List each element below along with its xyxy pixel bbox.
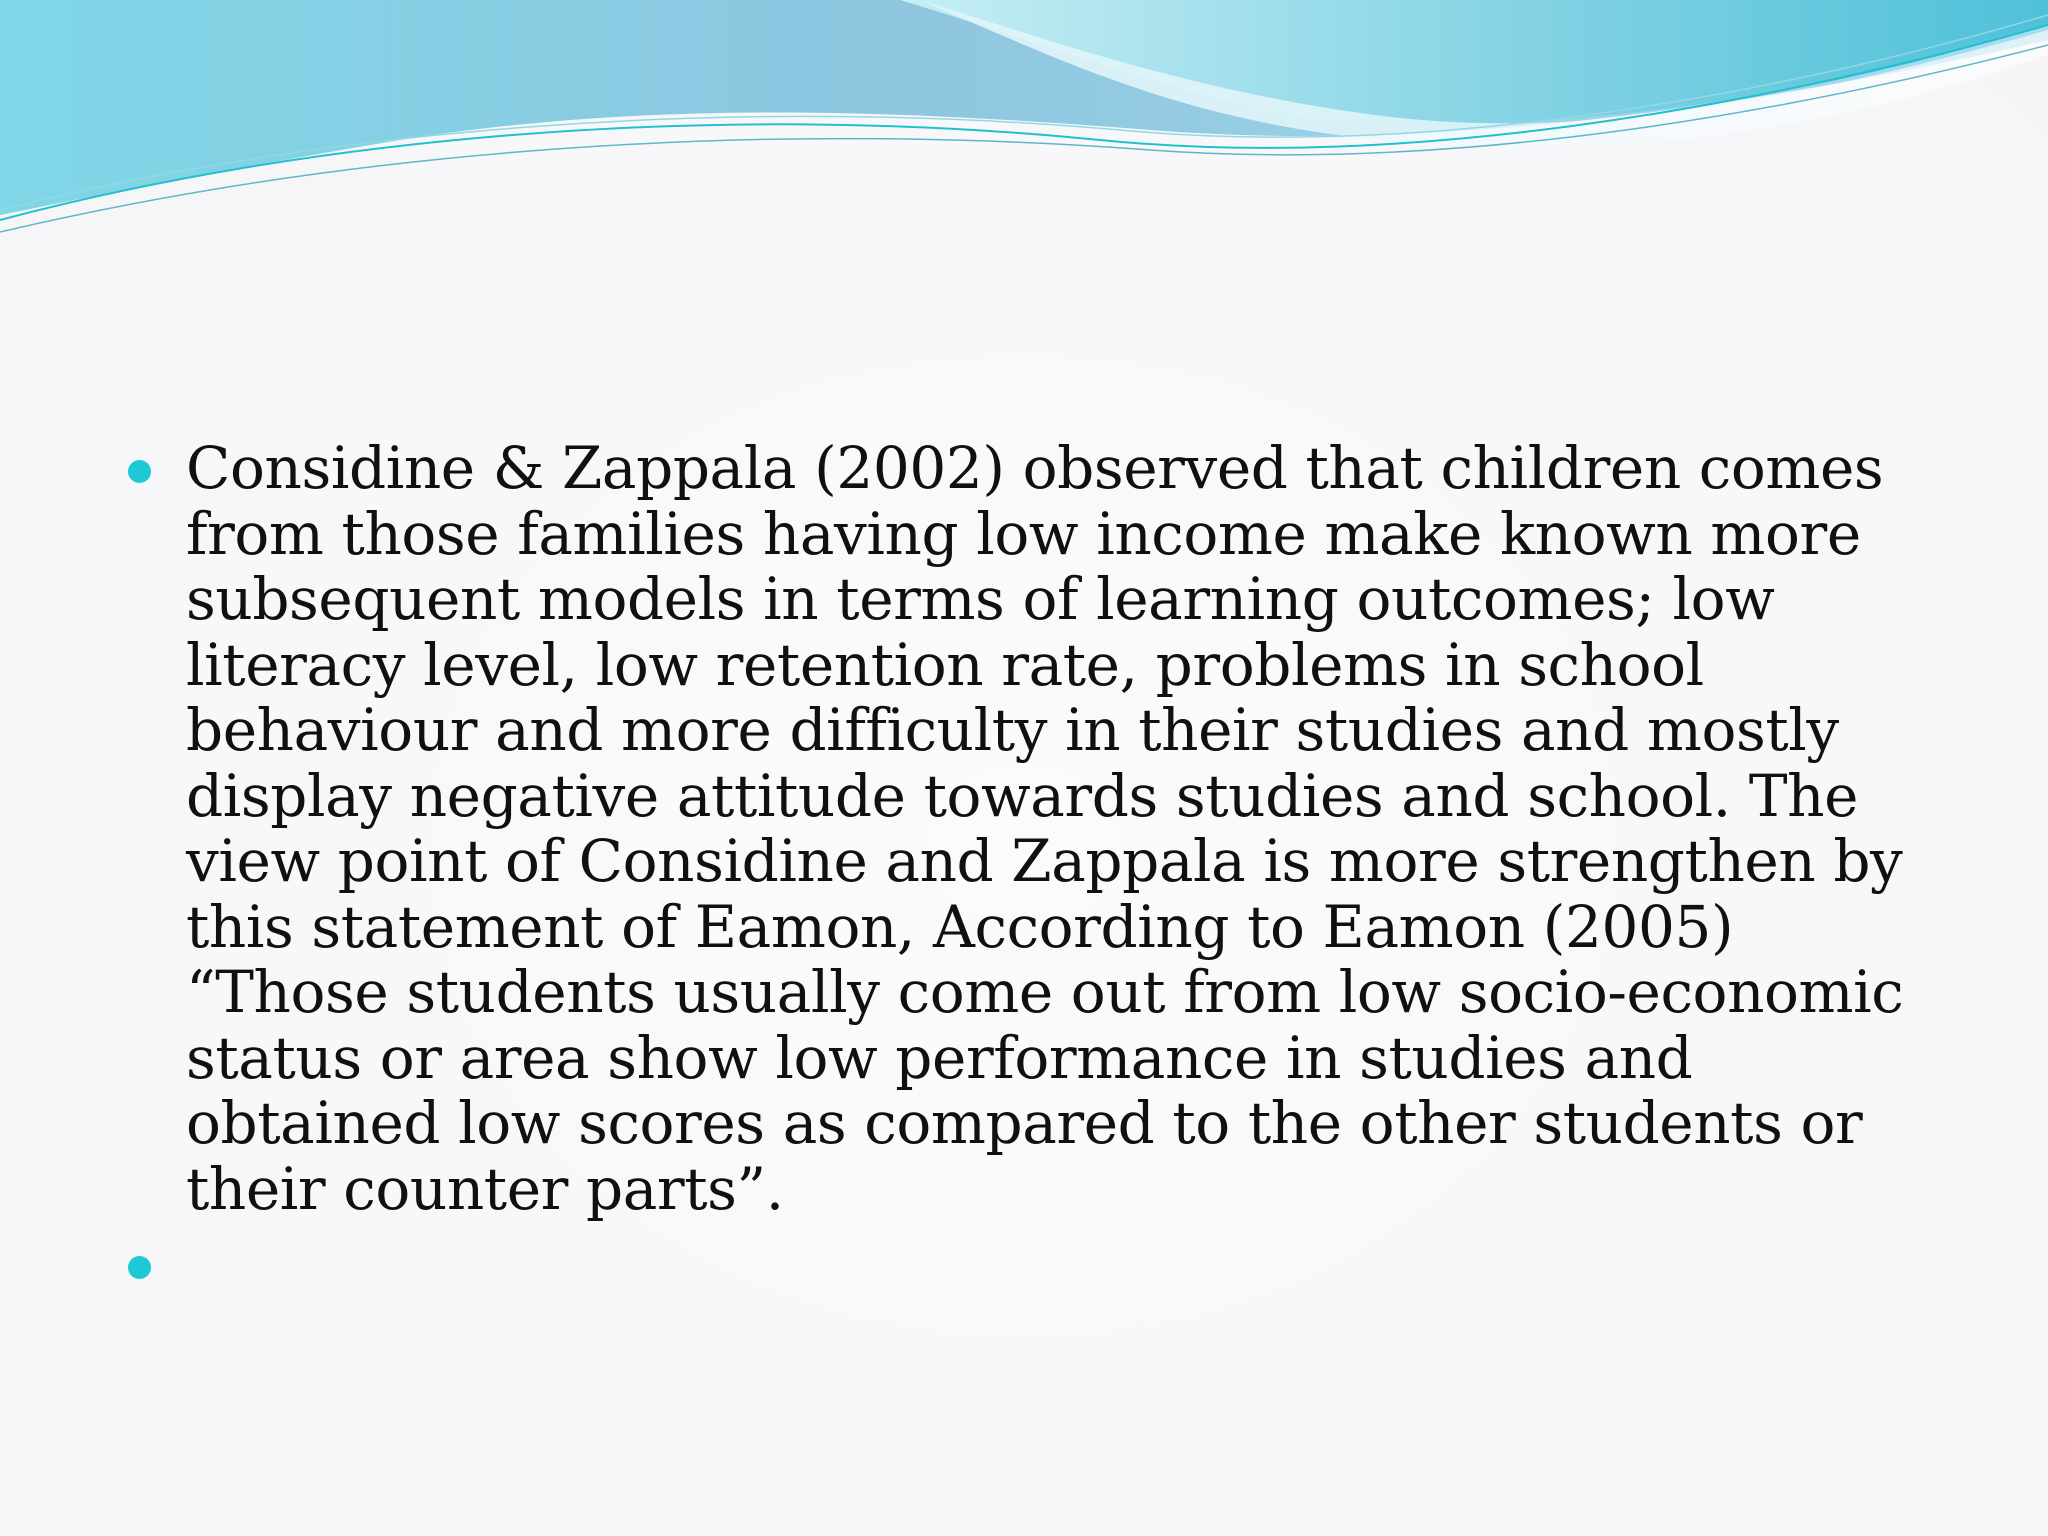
- bullet-item-considine-zappala: [128, 436, 1928, 1222]
- bullet-dot-icon: [128, 1256, 151, 1279]
- bullet-text-line: “Those students usually come out from low socio-economic: [186, 958, 1904, 1026]
- bullet-text-line: literacy level, low retention rate, problems in school: [186, 630, 1704, 699]
- bullet-list: [128, 436, 1928, 1300]
- bullet-text-line: behaviour and more difficulty in their studies and mostly: [186, 696, 1839, 764]
- bullet-dot-icon: [128, 460, 151, 483]
- bullet-text-line: Considine & Zappala (2002) observed that children comes: [186, 434, 1884, 502]
- bullet-item-empty: [128, 1234, 1928, 1300]
- bullet-text-line: obtained low scores as compared to the other students or: [186, 1089, 1863, 1157]
- wave-header-decoration: [0, 0, 2048, 240]
- bullet-text-line: their counter parts”.: [186, 1154, 784, 1223]
- bullet-text-line: subsequent models in terms of learning outcomes; low: [186, 565, 1775, 633]
- bullet-text-line: view point of Considine and Zappala is more strengthen by: [186, 827, 1903, 895]
- bullet-text-line: display negative attitude towards studies and school. The: [186, 761, 1859, 830]
- bullet-text-line: from those families having low income make known more: [186, 499, 1861, 568]
- bullet-text-line: status or area show low performance in studies and: [186, 1023, 1693, 1092]
- bullet-text-line: this statement of Eamon, According to Eamon (2005): [186, 892, 1734, 961]
